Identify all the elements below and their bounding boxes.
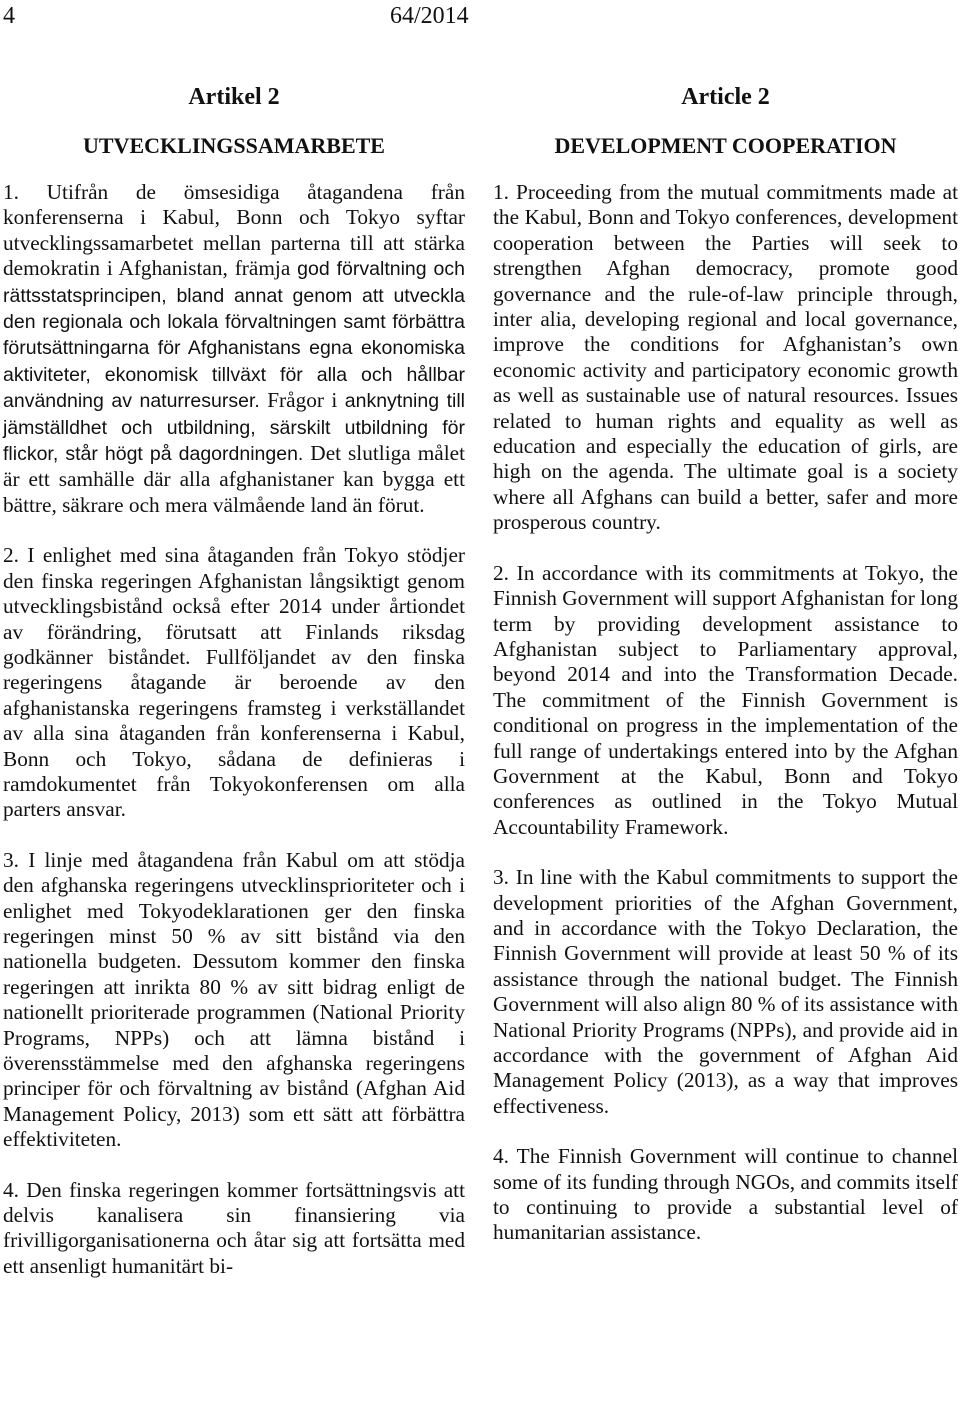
paragraph-sv-1-text-e: Det slutliga målet är ett samhälle där alla afghanistaner kan bygga ett bättre, säkrare och mera välmående land än förut.: [3, 441, 465, 517]
section-title-english: DEVELOPMENT COOPERATION: [554, 133, 897, 158]
paragraph-sv-4: 4. Den finska regeringen kommer fortsättningsvis att delvis kanalisera sin finansiering via frivilligorganisationerna och åtar sig att fortsätta med ett ansenligt humanitärt bi-: [3, 1177, 465, 1278]
paragraph-sv-2: 2. I enlighet med sina åtaganden från Tokyo stödjer den finska regeringen Afghanistan långsiktigt genom utvecklingsbistånd också efter 2014 under årtiondet av förändring, förutsatt att Finlands riksdag godkänner biståndet. Fullföljandet av den finska regeringens åtagande är beroende av den afghanistanska regeringens framsteg i verkställandet av alla sina åtaganden från konferenserna i Kabul, Bonn och Tokyo, sådana de definieras i ramdokumentet från Tokyokonferensen om alla parters ansvar.: [3, 543, 465, 822]
section-title-swedish: UTVECKLINGSSAMARBETE: [83, 133, 385, 158]
paragraph-sv-1-text-a: 1. Utifrån de ömsesidiga åtagandena från konferenserna i Kabul, Bonn och Tokyo syftar utvecklingssamarbetet mellan parterna till att stärka demokratin i Afghanistan, främja: [3, 180, 465, 281]
english-column: [493, 82, 958, 1271]
paragraph-sv-1: [3, 180, 465, 518]
swedish-column: [3, 82, 465, 1304]
paragraph-en-2: 2. In accordance with its commitments at Tokyo, the Finnish Government will support Afghanistan for long term by providing development assistance to Afghanistan subject to Parliamentary approval, beyond 2014 and into the Transformation Decade. The commitment of the Finnish Government is conditional on progress in the implementation of the full range of undertakings entered into by the Afghan Government at the Kabul, Bonn and Tokyo conferences as outlined in the Tokyo Mutual Accountability Framework.: [493, 560, 958, 839]
paragraph-en-1: 1. Proceeding from the mutual commitments made at the Kabul, Bonn and Tokyo conferences, development cooperation between the Parties will seek to strengthen Afghan democracy, promote good governance and the rule-of-law principle through, inter alia, developing regional and local governance, improve the conditions for Afghanistan’s own economic activity and participatory economic growth as well as sustainable use of natural resources. Issues related to human rights and equality as well as education and especially the education of girls, are high on the agenda. The ultimate goal is a society where all Afghans can build a better, safer and more prosperous country.: [493, 180, 958, 535]
article-heading-swedish: Artikel 2: [188, 84, 280, 110]
paragraph-sv-1-text-b: god förvaltning och rättsstatsprincipen, bland annat genom att utveckla den regionala och lokala förvaltningen samt förbättra förutsättningarna för Afghanistans egna ekonomiska aktiviteter, ekonomisk tillväxt för alla och hållbar användning av naturresurser.: [3, 258, 465, 413]
paragraph-sv-1-text-c: Frågor i: [259, 388, 345, 413]
document-reference: 64/2014: [390, 3, 469, 29]
paragraph-en-4: 4. The Finnish Government will continue to channel some of its funding through NGOs, and commits itself to continuing to provide a substantial level of humanitarian assistance.: [493, 1144, 958, 1245]
paragraph-en-3: 3. In line with the Kabul commitments to support the development priorities of the Afghan Government, and in accordance with the Tokyo Declaration, the Finnish Government will provide at least 50 % of its assistance through the national budget. The Finnish Government will also align 80 % of its assistance with National Priority Programs (NPPs), and provide aid in accordance with the government of Afghan Aid Management Policy (2013), as a way that improves effectiveness.: [493, 865, 958, 1118]
page-header: [0, 0, 960, 40]
paragraph-sv-1-text-d: anknytning till jämställdhet och utbildning, särskilt utbildning för flickor, står högt på dagordningen.: [3, 390, 466, 466]
paragraph-sv-3: 3. I linje med åtagandena från Kabul om att stödja den afghanska regeringens utvecklinsprioriteter och i enlighet med Tokyodeklarationen ger den finska regeringen minst 50 % av sitt bistånd via den nationella budgeten. Dessutom kommer den finska regeringen att inrikta 80 % av sitt bidrag enligt de nationellt prioriterade programmen (National Priority Programs, NPPs) och att lämna bistånd i överensstämmelse med den afghanska regeringens principer för och förvaltning av bistånd (Afghan Aid Management Policy, 2013) som ett sätt att förbättra effektiviteten.: [3, 847, 465, 1152]
page-number: 4: [3, 3, 15, 29]
article-heading-english: Article 2: [681, 84, 770, 110]
